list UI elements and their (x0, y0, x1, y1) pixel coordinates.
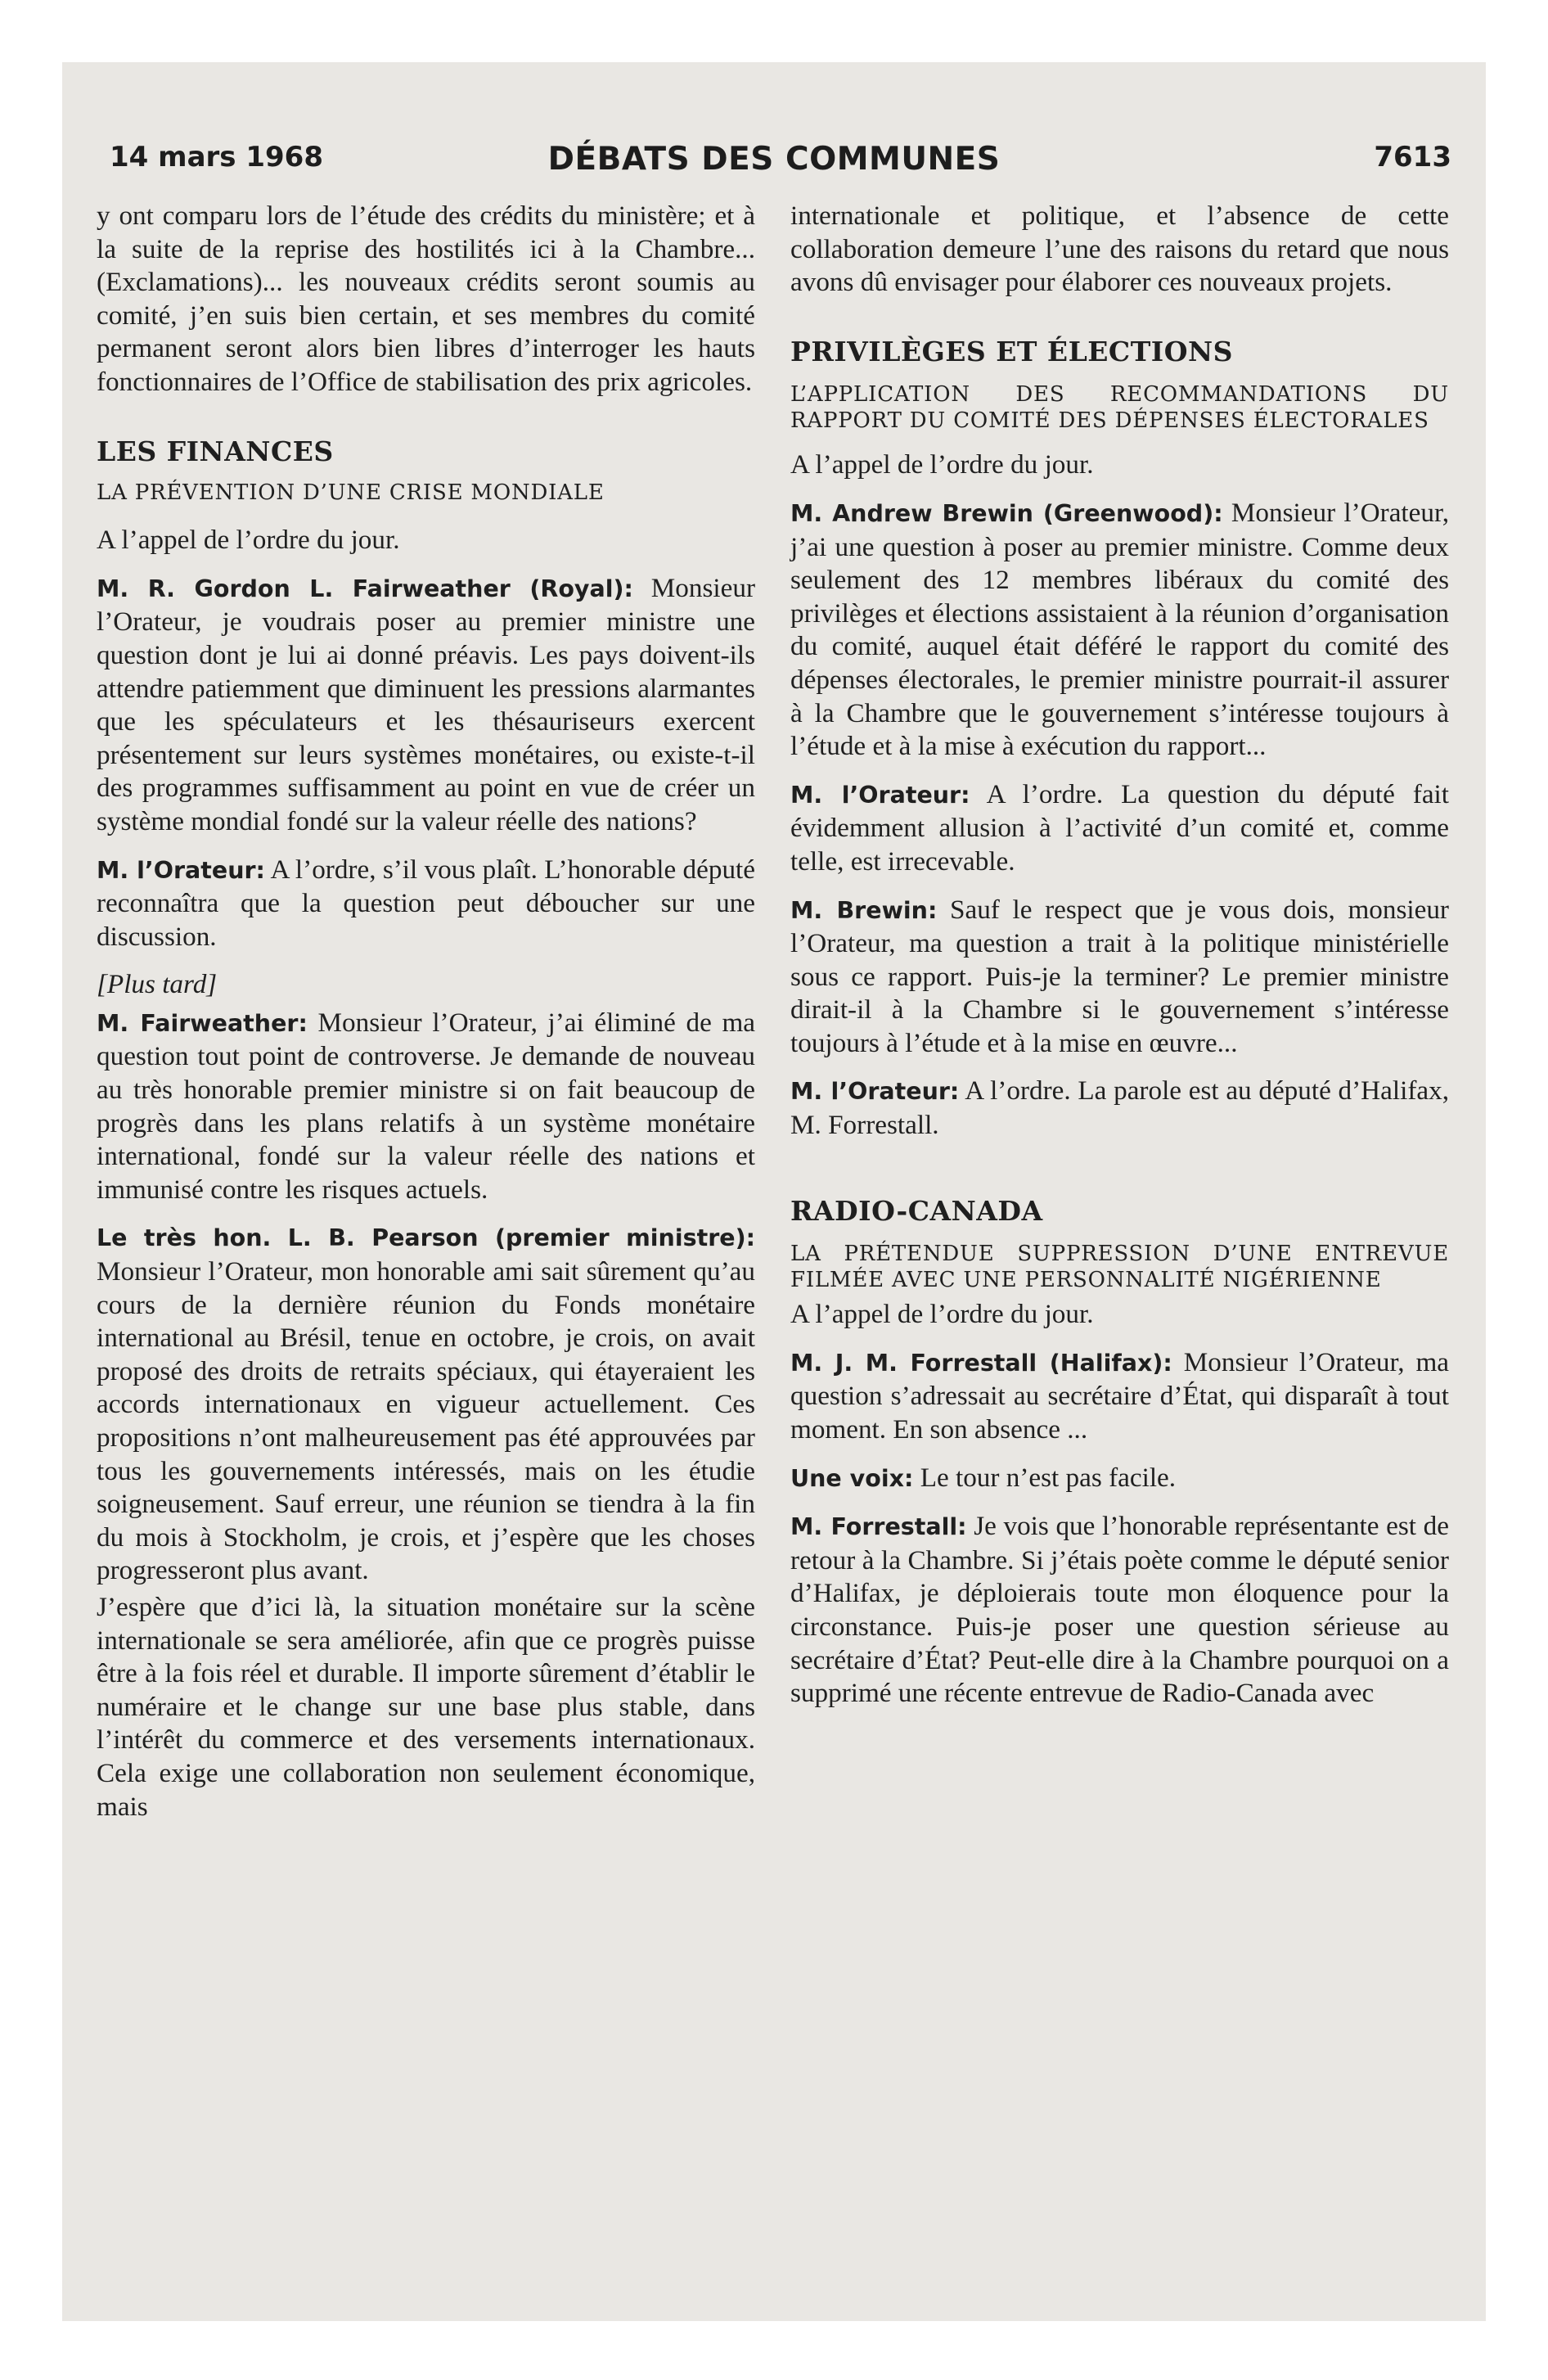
speaker-name: Une voix: (790, 1464, 914, 1492)
speech-text: Monsieur l’Orateur, j’ai éliminé de ma question tout point de controverse. Je demande de nouveau au très honorable premier ministre si on fait beaucoup de progrès dans les plans relatifs à un système monétaire international, fondé sur la valeur réelle des nations et immunisé contre les risques actuels. (97, 1007, 755, 1205)
speech-fairweather (97, 572, 755, 839)
left-column (97, 200, 755, 1823)
speaker-name: M. R. Gordon L. Fairweather (Royal): (97, 575, 633, 602)
speech-une-voix (790, 1462, 1449, 1496)
section-heading-finances: LES FINANCES (97, 435, 334, 467)
speech-forrestall-2 (790, 1510, 1449, 1711)
speaker-name: Le très hon. L. B. Pearson (premier ministre): (97, 1224, 755, 1252)
paragraph: internationale et politique, et l’absence de cette collaboration demeure l’une des raisons du retard que nous avons dû envisager pour élaborer ces nouveaux projets. (790, 201, 1449, 298)
speech-fairweather-2 (97, 1007, 755, 1207)
speaker-name: M. l’Orateur: (97, 856, 265, 884)
speech-orateur (97, 854, 755, 954)
speaker-name: M. Fairweather: (97, 1009, 308, 1037)
speaker-name: M. l’Orateur: (790, 781, 970, 809)
speech-text: Je vois que l’honorable représentante est de retour à la Chambre. Si j’étais poète comme le député senior d’Halifax, je déploierais toute mon éloquence pour la circonstance. Puis-je poser une question sérieuse au secrétaire d’État? Peut-elle dire à la Chambre pourquoi on a supprimé une récente entrevue de Radio-Canada avec (790, 1511, 1449, 1709)
speech-pearson (97, 1221, 755, 1588)
section-heading-radio-canada: RADIO-CANADA (790, 1194, 1043, 1227)
paragraph: y ont comparu lors de l’étude des crédits du ministère; et à la suite de la reprise des hostilités ici à la Chambre... (Exclamations)... les nouveaux crédits seront soumis au comité, j’en suis bien certain, et ses membres du comité permanent seront alors bien libres d’interroger les hauts fonctionnaires de l’Office de stabilisation des prix agricoles. (97, 201, 755, 397)
speech-text: Sauf le respect que je vous dois, monsieur l’Orateur, ma question a trait à la politique ministérielle sous ce rapport. Puis-je la terminer? Le premier ministre dirait-il à la Chambre si le gouvernement s’intéresse toujours à l’étude et à la mise en œuvre... (790, 894, 1449, 1058)
speech-brewin-2 (790, 894, 1449, 1061)
order-of-the-day: A l’appel de l’ordre du jour. (97, 525, 400, 556)
speaker-name: M. Brewin: (790, 896, 938, 924)
page-header (87, 141, 1461, 183)
speech-text: Monsieur l’Orateur, je voudrais poser au premier ministre une question dont je lui ai donné préavis. Les pays doivent-ils attendre patiemment que diminuent les pressions alarmantes que les spéculateurs et les thésauriseurs exercent présentement sur leurs systèmes monétaires, ou existe-t-il des programmes suffisamment au point en vue de créer un système mondial fondé sur la valeur réelle des nations? (97, 572, 755, 836)
header-title: DÉBATS DES COMMUNES (547, 141, 1001, 178)
speech-text: Monsieur l’Orateur, j’ai une question à poser au premier ministre. Comme deux seulement des 12 membres libéraux du comité des privilèges et élections assistaient à la réunion d’organisation du comité, auquel était déféré le rapport du comité des dépenses électorales, le premier ministre pourrait-il assurer à la Chambre que le gouvernement s’intéresse toujours à l’étude et à la mise à exécution du rapport... (790, 497, 1449, 762)
order-of-the-day: A l’appel de l’ordre du jour. (790, 449, 1094, 480)
subheading-crise-mondiale: LA PRÉVENTION D’UNE CRISE MONDIALE (97, 480, 605, 506)
speech-orateur-2 (790, 1075, 1449, 1142)
subheading-recommandations: L’APPLICATION DES RECOMMANDATIONS DU RAPPORT DU COMITÉ DES DÉPENSES ÉLECTORALES (790, 382, 1449, 434)
speech-forrestall (790, 1346, 1449, 1447)
paragraph: J’espère que d’ici là, la situation monétaire sur la scène internationale se sera améliorée, afin que ce progrès puisse être à la fois réel et durable. Il importe sûrement d’établir le numéraire et le change sur une base plus stable, dans l’intérêt du commerce et des versements internationaux. Cela exige une collaboration non seulement économique, mais (97, 1591, 755, 1822)
speech-text: Monsieur l’Orateur, ma question s’adressait au secrétaire d’État, qui disparaît à tout moment. En son absence ... (790, 1346, 1449, 1445)
right-column (790, 200, 1449, 1711)
subheading-entrevue: LA PRÉTENDUE SUPPRESSION D’UNE ENTREVUE FILMÉE AVEC UNE PERSONNALITÉ NIGÉRIENNE (790, 1242, 1449, 1293)
speech-text: A l’ordre. La question du député fait évidemment allusion à l’activité d’un comité et, comme telle, est irrecevable. (790, 778, 1449, 877)
speaker-name: M. J. M. Forrestall (Halifax): (790, 1349, 1172, 1377)
later-note: [Plus tard] (97, 969, 218, 1000)
order-of-the-day: A l’appel de l’ordre du jour. (790, 1299, 1094, 1330)
page-number: 7613 (1374, 141, 1451, 174)
speech-orateur (790, 778, 1449, 879)
speech-text: A l’ordre. La parole est au député d’Halifax, M. Forrestall. (790, 1075, 1449, 1141)
header-date: 14 mars 1968 (110, 141, 323, 174)
speaker-name: M. Andrew Brewin (Greenwood): (790, 499, 1223, 527)
speech-text: Le tour n’est pas facile. (913, 1462, 1177, 1493)
scanned-page (62, 62, 1486, 2321)
speaker-name: M. Forrestall: (790, 1513, 967, 1541)
speech-text: A l’ordre, s’il vous plaît. L’honorable député reconnaîtra que la question peut déboucher sur une discussion. (97, 854, 755, 952)
speaker-name: M. l’Orateur: (790, 1078, 960, 1106)
speech-text: Monsieur l’Orateur, mon honorable ami sait sûrement qu’au cours de la dernière réunion du Fonds monétaire international au Brésil, tenue en octobre, je crois, on avait proposé des droits de retraits spéciaux, qui étayeraient les accords internationaux en vigueur actuellement. Ces propositions n’ont malheureusement pas été approuvées par tous les gouvernements intéressés, mais on les étudie soigneusement. Sauf erreur, une réunion se tiendra à la fin du mois à Stockholm, je crois, et j’espère que les choses progresseront plus avant. (97, 1256, 755, 1586)
speech-brewin (790, 497, 1449, 764)
section-heading-privileges: PRIVILÈGES ET ÉLECTIONS (790, 335, 1233, 367)
